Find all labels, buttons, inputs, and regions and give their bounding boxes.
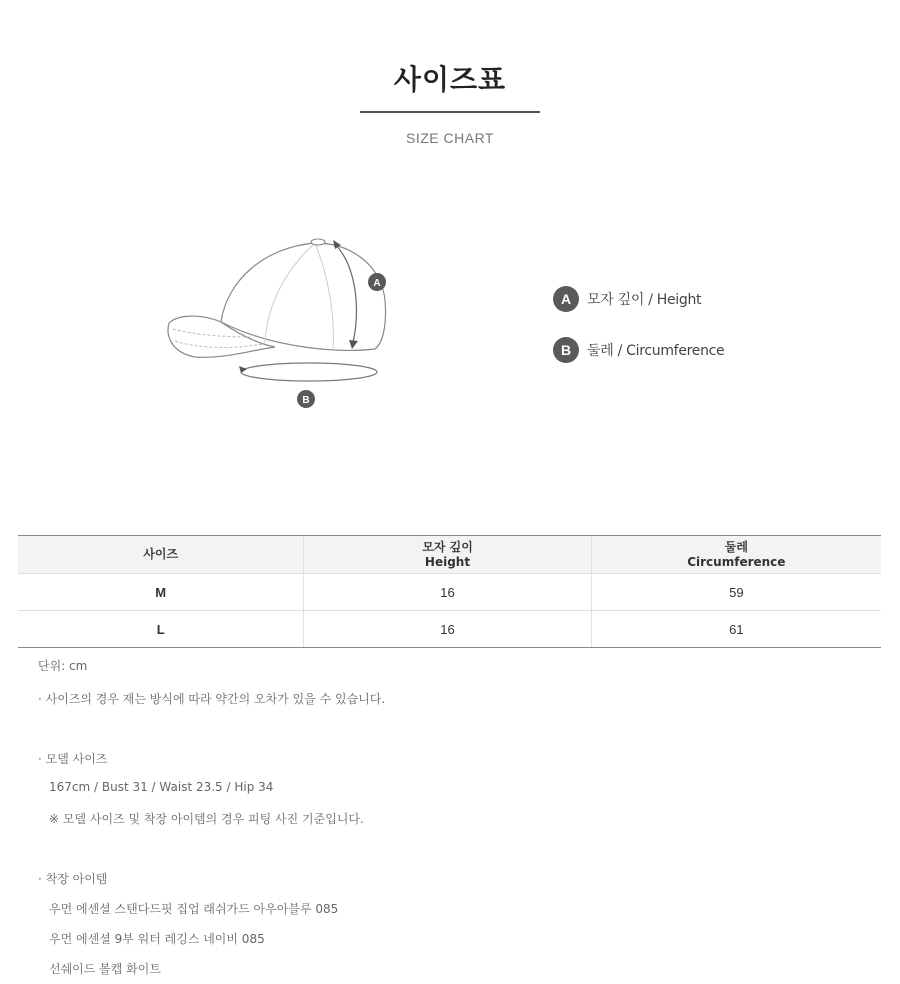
marker-b: B	[302, 395, 310, 406]
cell-height: 16	[304, 611, 591, 647]
table-row	[18, 611, 881, 647]
legend-badge-a: A	[553, 286, 579, 312]
legend-badge-b: B	[553, 337, 579, 363]
unit-note: 단위: cm	[38, 659, 88, 673]
list-item: 우먼 에센셜 스탠다드핏 집업 래쉬가드 아우아블루 085	[49, 902, 339, 916]
page-title: 사이즈표	[393, 63, 507, 96]
measurement-legend	[553, 286, 724, 388]
worn-items-heading: · 착장 아이템	[38, 872, 108, 886]
measurement-disclaimer: · 사이즈의 경우 재는 방식에 따라 약간의 오차가 있을 수 있습니다.	[38, 692, 386, 706]
header-circumference: 둘레 Circumference	[687, 539, 786, 569]
header-size: 사이즈	[18, 536, 304, 573]
size-table	[18, 535, 881, 648]
list-item: 우먼 에센셜 9부 워터 레깅스 네이비 085	[49, 932, 265, 946]
cell-circumference: 59	[729, 584, 744, 600]
cell-size: M	[18, 574, 304, 610]
table-header-row	[18, 536, 881, 574]
title-divider	[360, 111, 540, 113]
list-item: 선쉐이드 볼캡 화이트	[49, 962, 161, 976]
model-size-specs: 167cm / Bust 31 / Waist 23.5 / Hip 34	[49, 780, 274, 794]
marker-a: A	[373, 278, 381, 289]
page-subtitle: SIZE CHART	[406, 130, 494, 146]
model-size-heading: · 모델 사이즈	[38, 752, 108, 766]
cell-circumference: 61	[729, 621, 744, 637]
model-size-note: ※ 모델 사이즈 및 착장 아이템의 경우 피팅 사진 기준입니다.	[49, 812, 364, 826]
table-row	[18, 574, 881, 611]
legend-item-height	[553, 286, 724, 312]
header-height: 모자 깊이 Height	[304, 536, 591, 573]
cell-size: L	[18, 611, 304, 647]
legend-label-circumference: 둘레 / Circumference	[587, 343, 725, 359]
cell-height: 16	[304, 574, 591, 610]
legend-label-height: 모자 깊이 / Height	[587, 292, 702, 308]
legend-item-circumference	[553, 337, 724, 363]
cap-diagram	[155, 225, 395, 415]
